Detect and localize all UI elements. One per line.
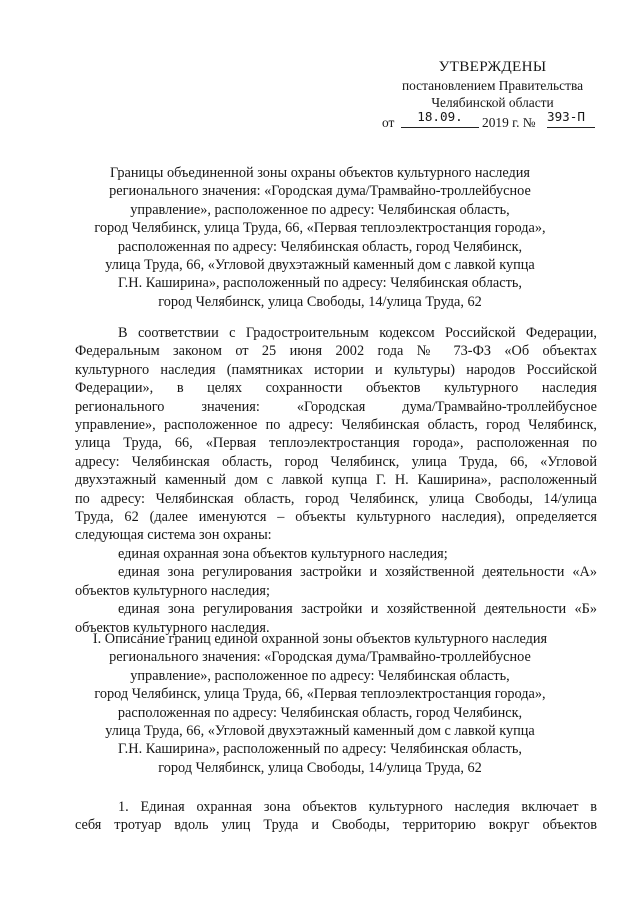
section-heading-line: регионального значения: «Городская дума/Трамвайно-троллейбусное <box>109 649 531 666</box>
paragraph-line: следующая система зон охраны: <box>75 527 272 544</box>
list-item: единая зона регулирования застройки и хозяйственной деятельности «Б» <box>118 601 597 618</box>
paragraph-line: адресу: Челябинская область, город Челябинск, улица Труда, 66, «Угловой <box>75 453 597 470</box>
section-heading-line: улица Труда, 66, «Угловой двухэтажный каменный дом с лавкой купца <box>105 723 535 740</box>
approval-dateline <box>382 109 600 133</box>
section-heading-line: город Челябинск, улица Труда, 66, «Первая теплоэлектростанция города», <box>94 686 546 703</box>
list-item: единая охранная зона объектов культурного наследия; <box>118 545 448 562</box>
section-heading-line: расположенная по адресу: Челябинская область, город Челябинск, <box>117 704 523 721</box>
approval-title: УТВЕРЖДЕНЫ <box>438 58 547 75</box>
title-line: управление», расположенное по адресу: Челябинская область, <box>130 201 510 218</box>
title-line: Границы объединенной зоны охраны объектов культурного наследия <box>109 165 530 181</box>
paragraph-line: Федеральным законом от 25 июня 2002 года № 73-ФЗ «Об объектах <box>75 343 597 360</box>
section-heading-line: Г.Н. Каширина», расположенный по адресу: Челябинская область, <box>118 741 522 758</box>
approval-line-1: постановлением Правительства <box>401 78 584 93</box>
paragraph-line: по адресу: Челябинская область, город Челябинск, улица Свободы, 14/улица <box>75 490 597 507</box>
title-line: Г.Н. Каширина», расположенный по адресу: Челябинская область, <box>118 275 522 292</box>
paragraph-line: двухэтажный каменный дом с лавкой купца Г. Н. Каширина», расположенный <box>75 472 597 489</box>
paragraph-line: управление», расположенное по адресу: Челябинская область, город Челябинск, <box>75 417 597 434</box>
section-heading <box>70 630 570 777</box>
title-line: регионального значения: «Городская дума/Трамвайно-троллейбусное <box>109 183 531 200</box>
item-1-paragraph <box>75 798 597 835</box>
list-item-continuation: объектов культурного наследия; <box>75 582 270 599</box>
decree-number: 393-П <box>547 108 595 128</box>
decree-year: 2019 г. № <box>482 115 536 130</box>
paragraph-line: себя тротуар вдоль улиц Труда и Свободы, территорию вокруг объектов <box>75 817 597 834</box>
date-prefix: от <box>382 115 395 130</box>
title-line: расположенная по адресу: Челябинская область, город Челябинск, <box>117 238 523 255</box>
section-heading-line: город Челябинск, улица Свободы, 14/улица Труда, 62 <box>158 759 482 776</box>
preamble-paragraph <box>75 324 597 637</box>
decree-date: 18.09. <box>401 108 479 128</box>
section-heading-line: I. Описание границ единой охранной зоны объектов культурного наследия <box>92 631 548 647</box>
paragraph-line: 1. Единая охранная зона объектов культурного наследия включает в <box>118 799 597 815</box>
paragraph-line: улица Труда, 66, «Первая теплоэлектростанция города», расположенная по <box>75 435 597 452</box>
title-line: город Челябинск, улица Свободы, 14/улица Труда, 62 <box>158 293 482 310</box>
section-heading-line: управление», расположенное по адресу: Челябинская область, <box>130 667 510 684</box>
title-line: город Челябинск, улица Труда, 66, «Первая теплоэлектростанция города», <box>94 220 546 237</box>
list-item-continuation: объектов культурного наследия. <box>75 619 270 636</box>
paragraph-line: В соответствии с Градостроительным кодексом Российской Федерации, <box>118 325 597 341</box>
paragraph-line: Федерации», в целях сохранности объектов культурного наследия <box>75 380 597 397</box>
approval-stamp <box>382 58 600 133</box>
paragraph-line: культурного наследия (памятниках истории и культуры) народов Российской <box>75 361 597 378</box>
approval-line-2: Челябинской области <box>431 95 554 110</box>
paragraph-line: Труда, 62 (далее именуются – объекты культурного наследия), определяется <box>75 509 597 526</box>
title-line: улица Труда, 66, «Угловой двухэтажный каменный дом с лавкой купца <box>105 257 535 274</box>
document-title <box>70 164 570 311</box>
paragraph-line: регионального значения: «Городская дума/Трамвайно-троллейбусное <box>75 398 597 415</box>
list-item: единая зона регулирования застройки и хозяйственной деятельности «А» <box>118 564 597 581</box>
